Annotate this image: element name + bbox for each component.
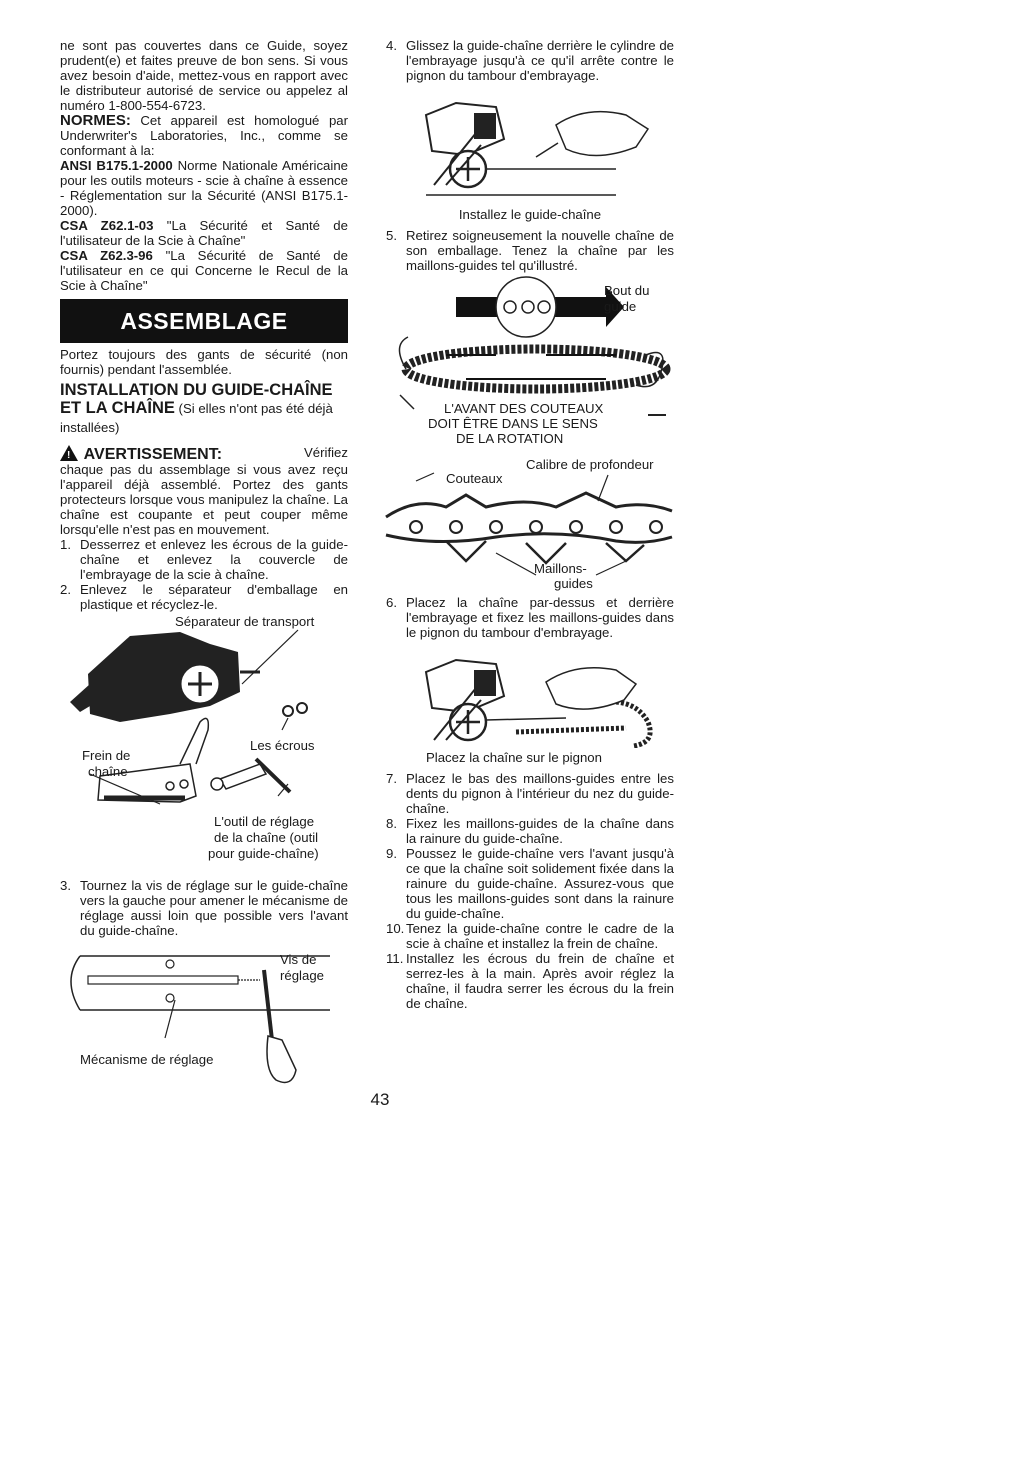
label-vis-line2: réglage xyxy=(280,968,324,983)
label-frein-line2: chaîne xyxy=(88,764,128,779)
label-outil-line2: de la chaîne (outil xyxy=(214,830,319,845)
standard-text: Norme Nationale Américaine pour les outils moteurs - scie à chaîne à essence - Réglementation sur la Sécurité (ANSI B175.1-2000). xyxy=(60,158,348,218)
figure-chain-direction xyxy=(386,275,674,455)
label-outil-line1: L'outil de réglage xyxy=(214,814,315,829)
warning-icon xyxy=(60,445,78,461)
caption-chain-sprocket: Placez la chaîne sur le pignon xyxy=(426,750,602,765)
step-item xyxy=(386,38,674,83)
section-banner: ASSEMBLAGE xyxy=(60,299,348,343)
warning-verify: Vérifiez xyxy=(304,445,348,460)
step-number: 1. xyxy=(60,537,71,552)
label-separateur: Séparateur de transport xyxy=(175,614,315,629)
figure-adjust xyxy=(60,940,348,1090)
step-text: Poussez le guide-chaîne vers l'avant jusqu'à ce que la chaîne soit solidement fixée dans la rainure du guide-chaîne. Assurez-vous que tous les maillons-guides sont dans la rainure du guide-chaîne. xyxy=(406,846,674,921)
figure-parts xyxy=(60,614,348,876)
normes-heading: NORMES: xyxy=(60,112,131,129)
label-bout-line1: Bout du xyxy=(604,283,650,298)
step-text: Tournez la vis de réglage sur le guide-chaîne vers la gauche pour amener le mécanisme de réglage aussi loin que possible vers l'avant du guide-chaîne. xyxy=(80,878,348,938)
normes-paragraph xyxy=(60,113,348,158)
step-item xyxy=(386,595,674,640)
section-heading-line1: INSTALLATION DU GUIDE-CHAÎNE xyxy=(60,381,333,399)
label-outil-line3: pour guide-chaîne) xyxy=(208,846,319,861)
step-item xyxy=(60,582,348,612)
label-mecanisme: Mécanisme de réglage xyxy=(80,1052,214,1067)
label-avant-line3: DE LA ROTATION xyxy=(456,431,564,446)
label-bout-line2: guide xyxy=(604,299,637,314)
chain-links-illustration xyxy=(376,457,676,591)
step-number: 8. xyxy=(386,816,397,831)
label-ecrous: Les écrous xyxy=(250,738,315,753)
label-maillons-line2: guides xyxy=(554,576,593,591)
step-text: Placez le bas des maillons-guides entre les dents du pignon à l'intérieur du nez du guide-chaîne. xyxy=(406,771,674,816)
steps-list-f xyxy=(386,771,674,1011)
chain-sprocket-illustration xyxy=(386,642,674,748)
step-number: 10. xyxy=(386,921,405,936)
label-maillons-line1: Maillons- xyxy=(534,561,587,576)
step-number: 3. xyxy=(60,878,71,893)
label-calibre: Calibre de profondeur xyxy=(526,457,654,472)
standard-code: CSA Z62.3-96 xyxy=(60,248,153,263)
step-text: Retirez soigneusement la nouvelle chaîne de son emballage. Tenez la chaîne par les maillons-guides tel qu'illustré. xyxy=(406,228,674,273)
standard-code: ANSI B175.1-2000 xyxy=(60,158,173,173)
step-item xyxy=(386,228,674,273)
warning-block xyxy=(60,443,348,537)
step-number: 11. xyxy=(386,951,404,966)
steps-list-e xyxy=(386,595,674,640)
step-item xyxy=(60,878,348,938)
caption-install-guide: Installez le guide-chaîne xyxy=(458,207,602,222)
step-item xyxy=(386,921,674,951)
step-text: Placez la chaîne par-dessus et derrière l'embrayage et fixez les maillons-guides dans le pignon du tambour d'embrayage. xyxy=(406,595,674,640)
section-heading-line2: ET LA CHAÎNE xyxy=(60,399,175,417)
step-number: 9. xyxy=(386,846,397,861)
step-text: Glissez la guide-chaîne derrière le cylindre de l'embrayage jusqu'à ce qu'il arrête contre le pignon du tambour d'embrayage. xyxy=(406,38,674,83)
step-number: 2. xyxy=(60,582,71,597)
step-text: Desserrez et enlevez les écrous de la guide-chaîne et enlevez la couvercle de l'embrayage de la scie à chaîne. xyxy=(80,537,348,582)
label-vis-line1: Vis de xyxy=(280,952,317,967)
warning-title: AVERTISSEMENT: xyxy=(83,446,223,462)
step-number: 6. xyxy=(386,595,397,610)
standard-ansi xyxy=(60,158,348,218)
standard-text: "La Sécurité et Santé de l'utilisateur de la Scie à Chaîne" xyxy=(60,218,348,248)
label-couteaux: Couteaux xyxy=(446,471,503,486)
standard-csa-2 xyxy=(60,248,348,293)
label-frein-line1: Frein de xyxy=(82,748,131,763)
step-number: 4. xyxy=(386,38,397,53)
label-avant-line1: L'AVANT DES COUTEAUX xyxy=(444,401,604,416)
step-text: Installez les écrous du frein de chaîne et serrez-les à la main. Après avoir réglez la chaîne, il faudra serrer les écrous du la frein de chaîne. xyxy=(406,951,674,1011)
step-text: Enlevez le séparateur d'emballage en plastique et récyclez-le. xyxy=(80,582,348,612)
standard-csa-1 xyxy=(60,218,348,248)
steps-list-a xyxy=(60,537,348,612)
step-item xyxy=(386,816,674,846)
step-number: 7. xyxy=(386,771,397,786)
step-item xyxy=(60,537,348,582)
install-guide-illustration xyxy=(386,85,674,205)
right-column xyxy=(386,38,674,1011)
normes-text: Cet appareil est homologué par Underwriter's Laboratories, Inc., comme se conformant à la: xyxy=(60,113,348,158)
figure-chain-links xyxy=(386,457,674,591)
steps-list-c xyxy=(386,38,674,83)
page-number: 43 xyxy=(370,1090,390,1109)
section-heading xyxy=(60,381,348,437)
label-avant-line2: DOIT ÊTRE DANS LE SENS xyxy=(428,416,598,431)
step-number: 5. xyxy=(386,228,397,243)
steps-list-b xyxy=(60,878,348,938)
gloves-paragraph: Portez toujours des gants de sécurité (non fournis) pendant l'assemblée. xyxy=(60,347,348,377)
figure-chain-sprocket xyxy=(386,642,674,748)
intro-paragraph: ne sont pas couvertes dans ce Guide, soyez prudent(e) et faites preuve de bon sens. Si vous avez besoin d'aide, mettez-vous en rapport avec le distributeur autorisé de service ou appelez al numéro 1-800-554-6723. xyxy=(60,38,348,113)
step-item xyxy=(386,771,674,816)
step-item xyxy=(386,846,674,921)
steps-list-d xyxy=(386,228,674,273)
section-heading-note: (Si elles n'ont pas été déjà installées) xyxy=(60,401,333,435)
standard-text: "La Sécurité de Santé de l'utilisateur en ce qui Concerne le Recul de la Scie à Chaîne" xyxy=(60,248,348,293)
warning-text: chaque pas du assemblage si vous avez reçu l'appareil déjà assemblé. Portez des gants protecteurs lorsque vous manipulez la chaîne. La chaîne est coupante et peut couper même lorsqu'elle n'est pas en mouvement. xyxy=(60,462,348,537)
figure-install-guide xyxy=(386,85,674,205)
step-text: Tenez la guide-chaîne contre le cadre de la scie à chaîne et installez la frein de chaîne. xyxy=(406,921,674,951)
step-item xyxy=(386,951,674,1011)
left-column xyxy=(60,38,348,1092)
standard-code: CSA Z62.1-03 xyxy=(60,218,154,233)
step-text: Fixez les maillons-guides de la chaîne dans la rainure du guide-chaîne. xyxy=(406,816,674,846)
